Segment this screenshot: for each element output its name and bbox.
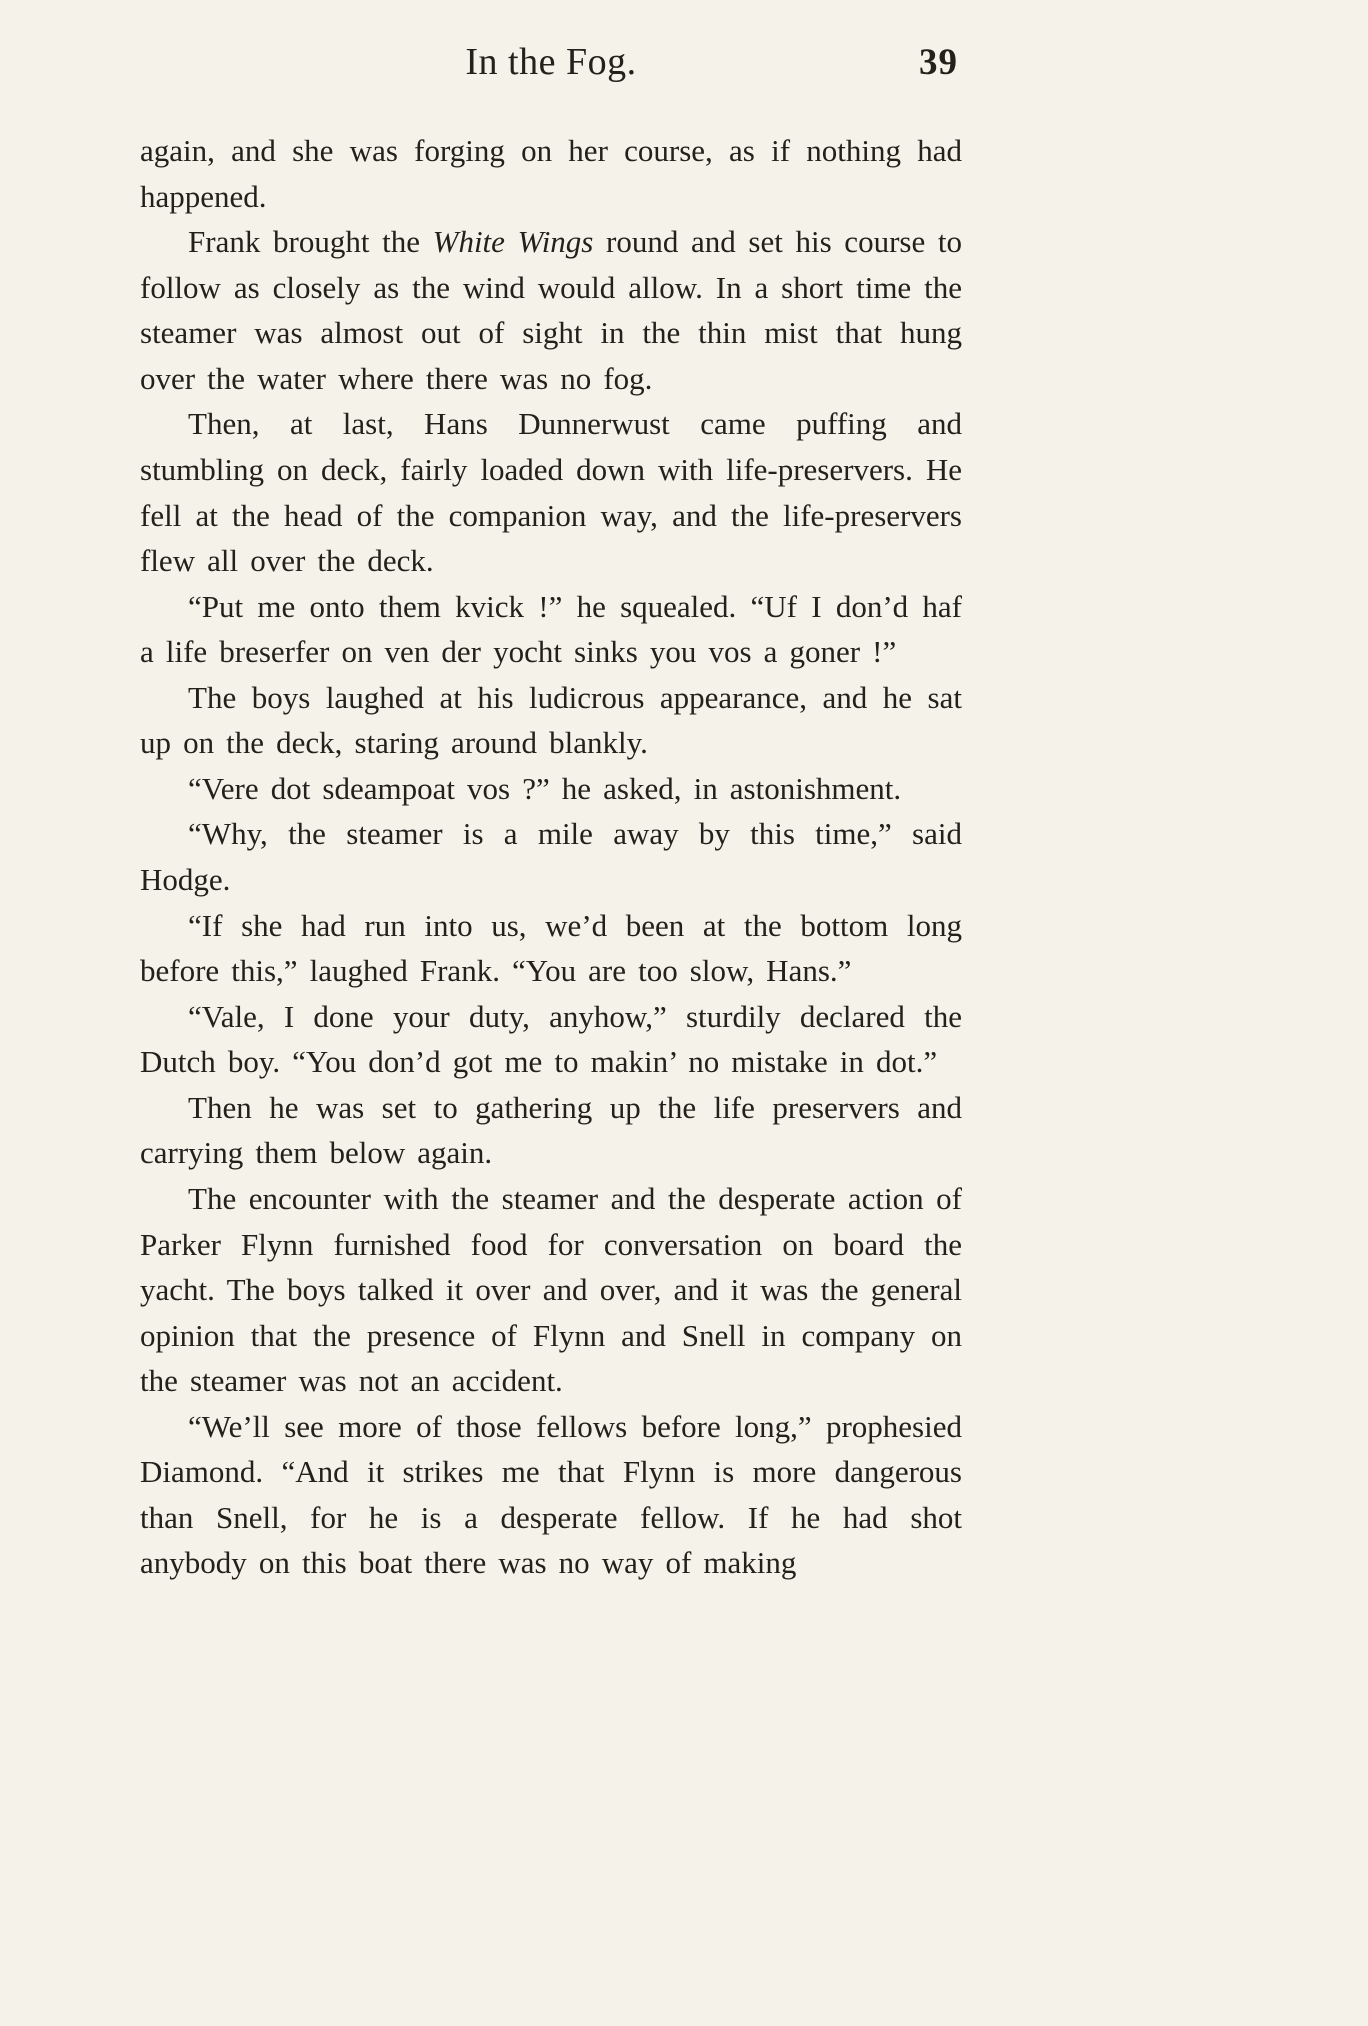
- paragraph: “If she had run into us, we’d been at the bottom long before this,” laughed Frank. “You are too slow, Hans.”: [140, 907, 962, 989]
- paragraph: again, and she was forging on her course, as if nothing had happened.: [140, 133, 962, 214]
- text-segment: Frank brought the: [188, 224, 433, 260]
- paragraph: “Vale, I done your duty, anyhow,” sturdily declared the Dutch boy. “You don’d got me to makin’ no mistake in dot.”: [140, 998, 962, 1080]
- page-number: 39: [919, 42, 958, 83]
- page-title: In the Fog.: [465, 41, 637, 83]
- book-title-italic: White Wings: [432, 224, 594, 260]
- text-segment: round and set his course to follow as closely as the wind would allow. In a short time the steamer was almost out of sight in the thin mist that hung over the water where there was no fog.: [140, 224, 962, 396]
- text-block: [140, 40, 962, 1586]
- paragraph: “Vere dot sdeampoat vos ?” he asked, in astonishment.: [188, 770, 902, 806]
- paragraph: The encounter with the steamer and the desperate action of Parker Flynn furnished food for conversation on board the yacht. The boys talked it over and over, and it was the general opinion that the presence of Flynn and Snell in company on the steamer was not an accident.: [140, 1180, 962, 1399]
- paragraph: “Put me onto them kvick !” he squealed. “Uf I don’d haf a life breserfer on ven der yocht sinks you vos a goner !”: [140, 588, 962, 670]
- page-body: [140, 128, 962, 1586]
- paragraph: “We’ll see more of those fellows before long,” prophesied Diamond. “And it strikes me that Flynn is more dangerous than Snell, for he is a desperate fellow. If he had shot anybody on this boat there was no way of making: [140, 1408, 962, 1581]
- paragraph: Then, at last, Hans Dunnerwust came puffing and stumbling on deck, fairly loaded down with life-preservers. He fell at the head of the companion way, and the life-preservers flew all over the deck.: [140, 406, 962, 579]
- paragraph: [140, 219, 962, 401]
- running-header: [140, 40, 962, 102]
- paragraph: Then he was set to gathering up the life preservers and carrying them below again.: [140, 1089, 962, 1171]
- paragraph: “Why, the steamer is a mile away by this time,” said Hodge.: [140, 816, 962, 897]
- paragraph: The boys laughed at his ludicrous appearance, and he sat up on the deck, staring around blankly.: [140, 679, 962, 761]
